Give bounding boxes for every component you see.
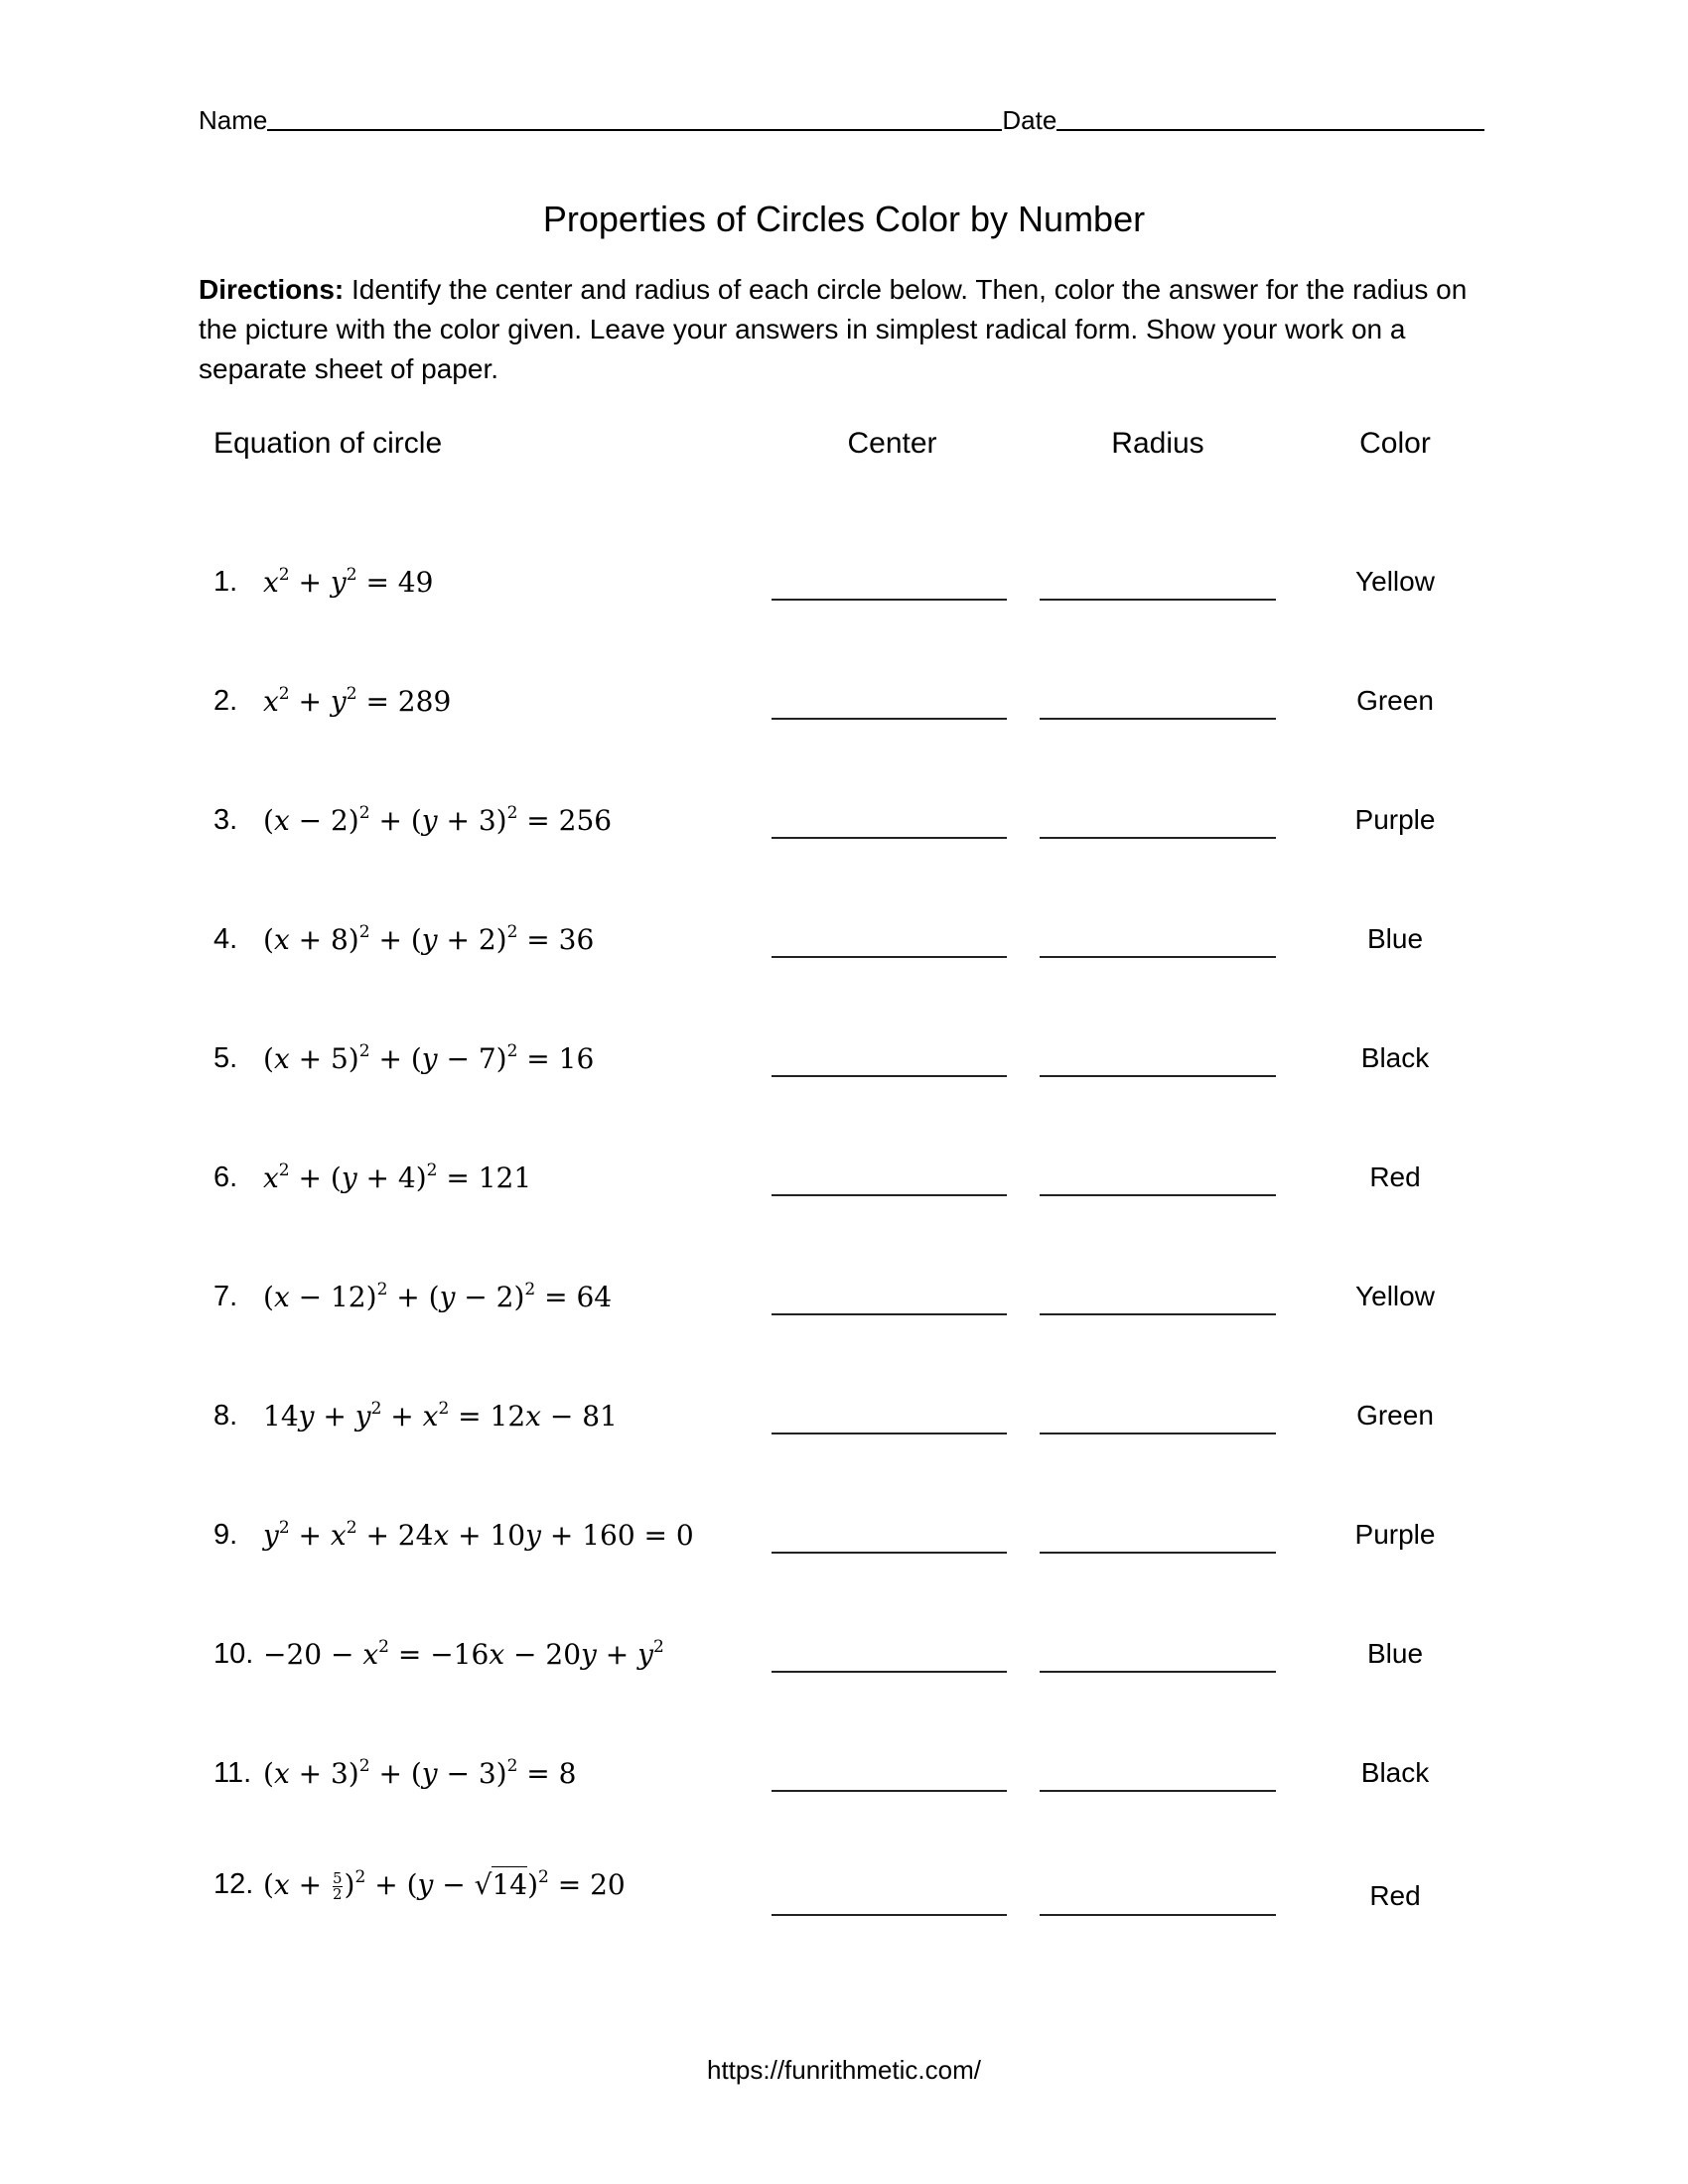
footer-url[interactable]: https://funrithmetic.com/ (707, 2055, 981, 2085)
equation: $(x - 12)^2 + (y - 2)^2 = 64$ (263, 1280, 613, 1313)
color-label: Green (1356, 1400, 1434, 1431)
problem-number: 1. (213, 566, 238, 598)
radius-answer-blank[interactable] (1040, 837, 1276, 839)
name-label: Name (199, 105, 268, 135)
color-label: Green (1356, 685, 1434, 716)
problem-row (0, 1519, 1688, 1578)
problem-number: 10. (213, 1638, 254, 1670)
radius-answer-blank[interactable] (1040, 1914, 1276, 1916)
equation: $(x - 2)^2 + (y + 3)^2 = 256$ (263, 803, 613, 837)
center-answer-blank[interactable] (772, 837, 1007, 839)
center-answer-blank[interactable] (772, 1194, 1007, 1196)
color-label: Red (1369, 1161, 1421, 1192)
column-header-equation: Equation of circle (213, 427, 443, 460)
problem-row (0, 685, 1688, 745)
equation: $x^2 + y^2 = 49$ (263, 565, 434, 599)
color-label: Purple (1354, 804, 1436, 835)
problem-number: 7. (213, 1281, 238, 1312)
center-answer-blank[interactable] (772, 718, 1007, 720)
problem-number: 6. (213, 1161, 238, 1193)
date-field[interactable] (1056, 129, 1484, 131)
problem-number: 3. (213, 804, 238, 836)
radius-answer-blank[interactable] (1040, 1433, 1276, 1434)
equation: $14y + y^2 + x^2 = 12x - 81$ (263, 1399, 618, 1433)
equation: $x^2 + (y + 4)^2 = 121$ (263, 1160, 532, 1194)
directions (199, 270, 1489, 389)
problem-row (0, 1161, 1688, 1221)
problem-row (0, 923, 1688, 983)
center-answer-blank[interactable] (772, 1552, 1007, 1554)
problem-row (0, 566, 1688, 625)
problem-row (0, 1281, 1688, 1340)
problem-number: 12. (213, 1868, 254, 1900)
problem-row (0, 1757, 1688, 1817)
center-answer-blank[interactable] (772, 1790, 1007, 1792)
color-label: Black (1360, 1042, 1430, 1073)
directions-text: Identify the center and radius of each circle below. Then, color the answer for the radius on the picture with the color given. Leave your answers in simplest radical form. Show your work on a separate sheet of paper. (199, 274, 1468, 384)
problem-row (0, 1638, 1688, 1698)
equation: $(x + 8)^2 + (y + 2)^2 = 36$ (263, 922, 595, 956)
radius-answer-blank[interactable] (1040, 1194, 1276, 1196)
color-label: Yellow (1355, 566, 1435, 597)
center-answer-blank[interactable] (772, 1671, 1007, 1673)
fraction: $\frac{5}{2}$ (333, 1869, 343, 1903)
problem-row (0, 1042, 1688, 1102)
name-field[interactable] (267, 129, 1002, 131)
equation: $y^2 + x^2 + 24x + 10y + 160 = 0$ (263, 1518, 694, 1552)
problem-number: 5. (213, 1042, 238, 1074)
radius-answer-blank[interactable] (1040, 1313, 1276, 1315)
equation: $(x + 3)^2 + (y - 3)^2 = 8$ (263, 1756, 577, 1790)
directions-label: Directions: (199, 274, 345, 305)
column-header-color: Color (1359, 427, 1431, 460)
color-label: Red (1369, 1880, 1421, 1911)
radius-answer-blank[interactable] (1040, 599, 1276, 601)
color-label: Blue (1366, 923, 1424, 954)
center-answer-blank[interactable] (772, 1313, 1007, 1315)
color-label: Black (1360, 1757, 1430, 1788)
center-answer-blank[interactable] (772, 1433, 1007, 1434)
problem-row (0, 1868, 1688, 1928)
center-answer-blank[interactable] (772, 599, 1007, 601)
square-root-radicand: 14 (492, 1868, 528, 1901)
problem-number: 4. (213, 923, 238, 955)
problem-number: 8. (213, 1400, 238, 1432)
radius-answer-blank[interactable] (1040, 1790, 1276, 1792)
problem-number: 9. (213, 1519, 238, 1551)
problem-number: 2. (213, 685, 238, 717)
problem-row (0, 1400, 1688, 1459)
radius-answer-blank[interactable] (1040, 1075, 1276, 1077)
radius-answer-blank[interactable] (1040, 1671, 1276, 1673)
problem-number: 11. (213, 1757, 252, 1789)
equation: $x^2 + y^2 = 289$ (263, 684, 452, 718)
page-title: Properties of Circles Color by Number (542, 199, 1146, 239)
date-label: Date (1002, 105, 1057, 135)
column-header-center: Center (847, 427, 937, 460)
color-label: Blue (1366, 1638, 1424, 1669)
center-answer-blank[interactable] (772, 1914, 1007, 1916)
equation: $-20 - x^2 = -16x - 20y + y^2$ (263, 1637, 664, 1671)
center-answer-blank[interactable] (772, 956, 1007, 958)
color-label: Yellow (1355, 1281, 1435, 1311)
problem-row (0, 804, 1688, 864)
radius-answer-blank[interactable] (1040, 956, 1276, 958)
name-date-header (199, 99, 1484, 133)
column-header-radius: Radius (1111, 427, 1204, 460)
center-answer-blank[interactable] (772, 1075, 1007, 1077)
radius-answer-blank[interactable] (1040, 718, 1276, 720)
equation: (x + $\frac{5}{2}$ )$^2 + (y - √14)^2 = 20$ (263, 1867, 626, 1903)
equation: $(x + 5)^2 + (y - 7)^2 = 16$ (263, 1041, 595, 1075)
radius-answer-blank[interactable] (1040, 1552, 1276, 1554)
color-label: Purple (1354, 1519, 1436, 1550)
